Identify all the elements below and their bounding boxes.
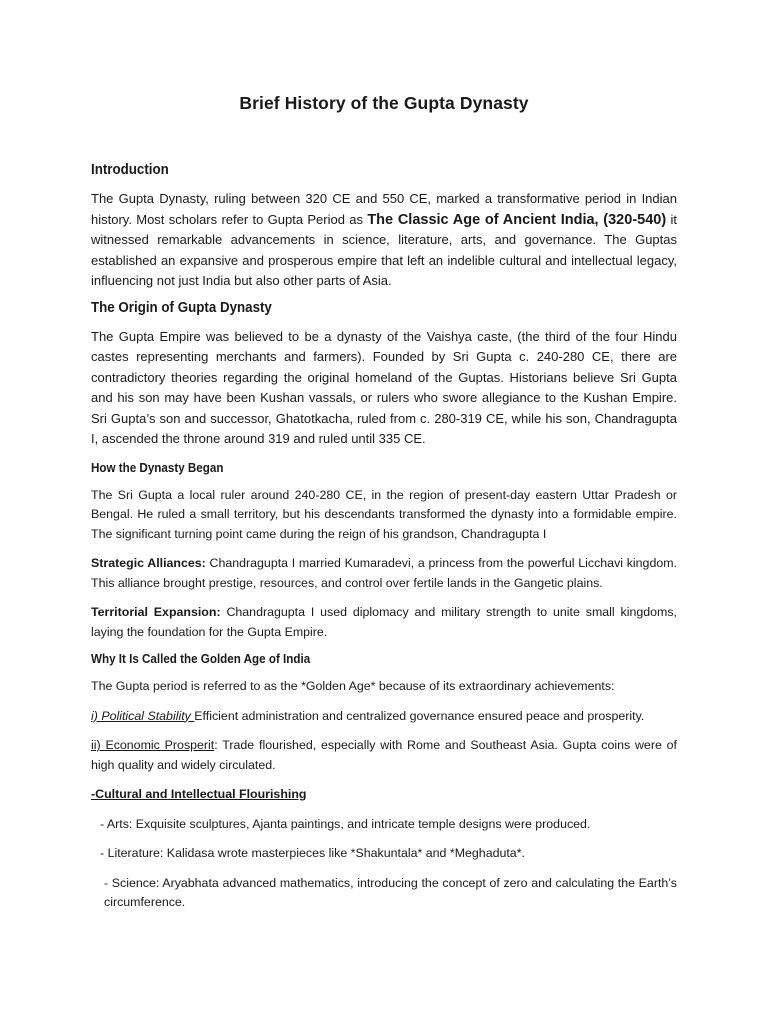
golden-age-heading: Why It Is Called the Golden Age of India — [91, 652, 311, 666]
began-heading: How the Dynasty Began — [91, 460, 224, 475]
alliances-label: Strategic Alliances: — [91, 556, 206, 570]
political-label: i) Political Stability — [91, 708, 195, 723]
arts-item: - Arts: Exquisite sculptures, Ajanta paintings, and intricate temple designs were produced. — [100, 816, 591, 831]
origin-heading: The Origin of Gupta Dynasty — [91, 299, 272, 316]
economic-label: ii) Economic Prosperit — [91, 738, 215, 752]
introduction-heading: Introduction — [91, 162, 169, 178]
political-text: Efficient administration and centralized governance ensured peace and prosperity. — [194, 708, 645, 723]
began-paragraph: The Sri Gupta a local ruler around 240-280 CE, in the region of present-day eastern Uttar Pradesh or Bengal. He ruled a small territory, but his descendants transformed the dynasty into a formidable empire. The significant turning point came during the reign of his grandson, Chandragupta I — [91, 487, 677, 541]
document-title: Brief History of the Gupta Dynasty — [239, 93, 529, 113]
economic-text: : Trade flourished, especially with Rome and Southeast Asia. Gupta coins were of high quality and widely circulated. — [91, 738, 677, 772]
introduction-text-after: it witnessed remarkable advancements in science, literature, arts, and governance. The Guptas established an expansive and prosperous empire that left an indelible cultural and intellectual legacy, influencing not just India but also other parts of Asia. — [91, 211, 677, 288]
political-paragraph — [91, 707, 677, 727]
science-item: - Science: Aryabhata advanced mathematics, introducing the concept of zero and calculating the Earth’s circumference. — [104, 875, 677, 909]
alliances-text: Chandragupta I married Kumaradevi, a princess from the powerful Licchavi kingdom. This alliance brought prestige, resources, and control over fertile lands in the Gangetic plains. — [91, 556, 677, 590]
cultural-heading: -Cultural and Intellectual Flourishing — [91, 787, 307, 801]
golden-age-intro: The Gupta period is referred to as the *Golden Age* because of its extraordinary achievements: — [91, 679, 615, 693]
economic-paragraph — [91, 736, 677, 775]
introduction-paragraph — [91, 189, 677, 292]
expansion-paragraph — [91, 603, 677, 642]
cultural-paragraph — [91, 785, 677, 805]
origin-paragraph: The Gupta Empire was believed to be a dynasty of the Vaishya caste, (the third of the four Hindu castes representing merchants and farmers). Founded by Sri Gupta c. 240-280 CE, there are contradictory theories regarding the original homeland of the Guptas. Historians believe Sri Gupta and his son may have been Kushan vassals, or rulers who swore allegiance to the Kushan Empire. Sri Gupta’s son and successor, Ghatotkacha, ruled from c. 280-319 CE, while his son, Chandragupta I, ascended the throne around 319 and ruled until 335 CE. — [91, 328, 677, 446]
expansion-text: Chandragupta I used diplomacy and military strength to unite small kingdoms, laying the foundation for the Gupta Empire. — [91, 605, 677, 639]
classic-age-emphasis: The Classic Age of Ancient India, (320-540) — [367, 211, 667, 228]
introduction-text-before: The Gupta Dynasty, ruling between 320 CE and 550 CE, marked a transformative period in Indian history. Most scholars refer to Gupta Period as — [91, 191, 677, 227]
expansion-label: Territorial Expansion: — [91, 605, 221, 619]
alliances-paragraph — [91, 554, 677, 593]
literature-item: - Literature: Kalidasa wrote masterpieces like *Shakuntala* and *Meghaduta*. — [100, 846, 525, 860]
